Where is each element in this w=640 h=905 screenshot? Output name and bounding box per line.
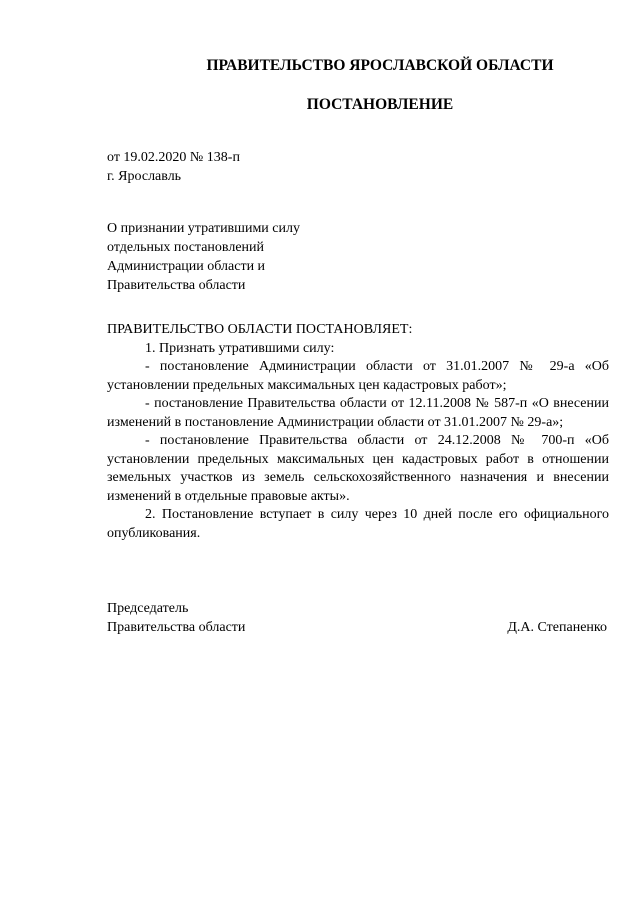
document-meta (107, 148, 240, 186)
subject-line: отдельных постановлений (107, 240, 265, 255)
item-1: 1. Признать утратившими силу: (145, 340, 335, 356)
subject-line: Правительства области (107, 278, 246, 293)
subject-line: Администрации области и (107, 259, 266, 274)
revoked-act: - постановление Правительства области от 12.11.2008 № 587-п «О внесении изменений в постановление Администрации области от 31.01.2007 № 29-а»; (107, 396, 609, 430)
document-type: ПОСТАНОВЛЕНИЕ (306, 96, 454, 113)
revoked-act: - постановление Администрации области от 31.01.2007 № 29-а «Об установлении предельных максимальных цен кадастровых работ»; (107, 359, 609, 393)
document-subject (107, 219, 300, 295)
signer-position-line1: Председатель (107, 601, 189, 616)
government-title: ПРАВИТЕЛЬСТВО ЯРОСЛАВСКОЙ ОБЛАСТИ (206, 57, 554, 74)
resolves-line: ПРАВИТЕЛЬСТВО ОБЛАСТИ ПОСТАНОВЛЯЕТ: (107, 322, 413, 337)
date-number: от 19.02.2020 № 138-п (107, 150, 240, 165)
document-body (107, 321, 609, 543)
signature-block (107, 599, 607, 637)
signer-position-line2: Правительства области (107, 620, 246, 635)
city: г. Ярославль (107, 169, 182, 184)
signer-name: Д.А. Степаненко (507, 620, 607, 635)
revoked-act: - постановление Правительства области от 24.12.2008 № 700-п «Об установлении предельных максимальных цен кадастровых работ в отношении земельных участков из земель сельскохозяйственного назначения и внесении изменений в отдельные правовые акты». (107, 433, 609, 504)
subject-line: О признании утратившими силу (107, 221, 300, 236)
item-2: 2. Постановление вступает в силу через 10 дней после его официального опубликования. (107, 507, 609, 541)
